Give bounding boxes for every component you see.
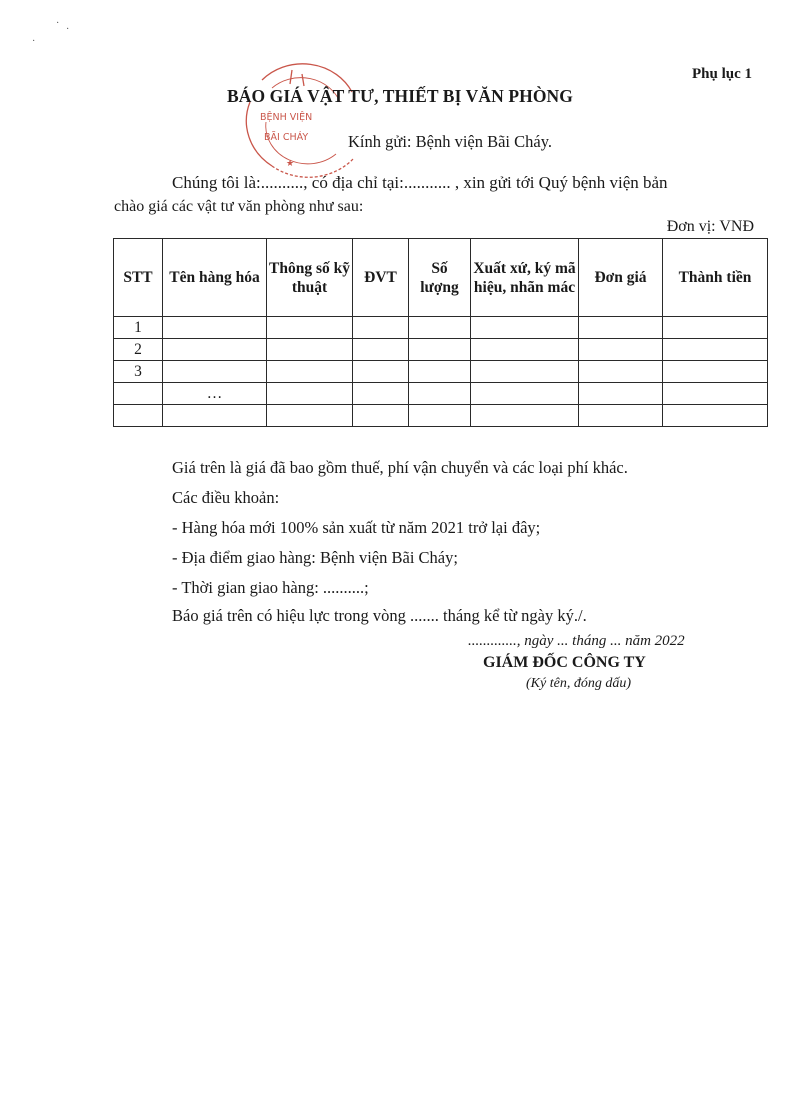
table-cell	[163, 339, 267, 361]
table-cell	[663, 405, 768, 427]
column-header: Thành tiền	[663, 239, 768, 317]
table-cell	[409, 339, 471, 361]
table-cell	[409, 361, 471, 383]
currency-unit: Đơn vị: VNĐ	[666, 218, 754, 235]
svg-text:★: ★	[286, 159, 295, 169]
table-cell	[579, 383, 663, 405]
table-cell	[267, 361, 353, 383]
document-title: BÁO GIÁ VẬT TƯ, THIẾT BỊ VĂN PHÒNG	[226, 86, 574, 106]
table-header-row	[114, 239, 768, 317]
table-cell: 1	[114, 317, 163, 339]
table-row	[114, 339, 768, 361]
column-header: Tên hàng hóa	[163, 239, 267, 317]
intro-line-1: Chúng tôi là:.........., có địa chỉ tại:........... , xin gửi tới Quý bệnh viện bản	[172, 173, 668, 192]
table-cell	[471, 317, 579, 339]
price-note: Giá trên là giá đã bao gồm thuế, phí vận chuyển và các loại phí khác.	[172, 458, 628, 477]
table-cell	[353, 339, 409, 361]
table-cell	[579, 317, 663, 339]
table-cell	[163, 361, 267, 383]
column-header: ĐVT	[353, 239, 409, 317]
scan-speck: ·	[66, 24, 70, 35]
table-cell	[579, 405, 663, 427]
column-header: Số lượng	[409, 239, 471, 317]
scan-speck: ·	[32, 36, 36, 47]
table-cell	[267, 317, 353, 339]
hospital-stamp	[232, 62, 370, 180]
table-cell	[663, 317, 768, 339]
term-item-2: - Địa điểm giao hàng: Bệnh viện Bãi Cháy;	[172, 548, 458, 567]
table-cell	[471, 339, 579, 361]
stamp-text-line1: BỆNH VIỆN	[260, 112, 313, 123]
table-cell	[267, 405, 353, 427]
table-cell	[471, 405, 579, 427]
table-cell	[409, 383, 471, 405]
table-row	[114, 361, 768, 383]
term-item-1: - Hàng hóa mới 100% sản xuất từ năm 2021 trở lại đây;	[172, 518, 541, 537]
table-cell	[579, 339, 663, 361]
column-header: Thông số kỹ thuật	[267, 239, 353, 317]
table-cell	[471, 383, 579, 405]
signature-date: ............., ngày ... tháng ... năm 2022	[468, 633, 685, 649]
table-row	[114, 317, 768, 339]
table-cell	[471, 361, 579, 383]
table-cell: 3	[114, 361, 163, 383]
table-cell	[663, 383, 768, 405]
table-cell	[353, 361, 409, 383]
signature-note: (Ký tên, đóng dấu)	[526, 676, 631, 691]
table-cell: 2	[114, 339, 163, 361]
validity-note: Báo giá trên có hiệu lực trong vòng ....... tháng kể từ ngày ký./.	[172, 606, 587, 625]
signature-title: GIÁM ĐỐC CÔNG TY	[483, 654, 646, 671]
intro-line-2: chào giá các vật tư văn phòng như sau:	[114, 198, 364, 215]
stamp-text-line2: BÃI CHÁY	[264, 132, 309, 143]
table-cell: …	[163, 383, 267, 405]
table-cell	[409, 405, 471, 427]
table-cell	[163, 317, 267, 339]
table-cell	[663, 361, 768, 383]
table-cell	[353, 405, 409, 427]
table-row	[114, 383, 768, 405]
table-cell	[663, 339, 768, 361]
column-header: STT	[114, 239, 163, 317]
salutation: Kính gửi: Bệnh viện Bãi Cháy.	[348, 132, 553, 151]
table-cell	[353, 383, 409, 405]
table-cell	[409, 317, 471, 339]
column-header: Xuất xứ, ký mã hiệu, nhãn mác	[471, 239, 579, 317]
table-cell	[267, 383, 353, 405]
table-cell	[114, 405, 163, 427]
quotation-table	[113, 238, 768, 427]
table-cell	[353, 317, 409, 339]
scan-speck: ·	[56, 18, 60, 29]
annex-label: Phụ lục 1	[691, 66, 752, 82]
table-cell	[114, 383, 163, 405]
table-cell	[579, 361, 663, 383]
column-header: Đơn giá	[579, 239, 663, 317]
terms-heading: Các điều khoản:	[172, 488, 280, 507]
table-row	[114, 405, 768, 427]
table-cell	[163, 405, 267, 427]
term-item-3: - Thời gian giao hàng: ..........;	[172, 578, 369, 597]
table-cell	[267, 339, 353, 361]
